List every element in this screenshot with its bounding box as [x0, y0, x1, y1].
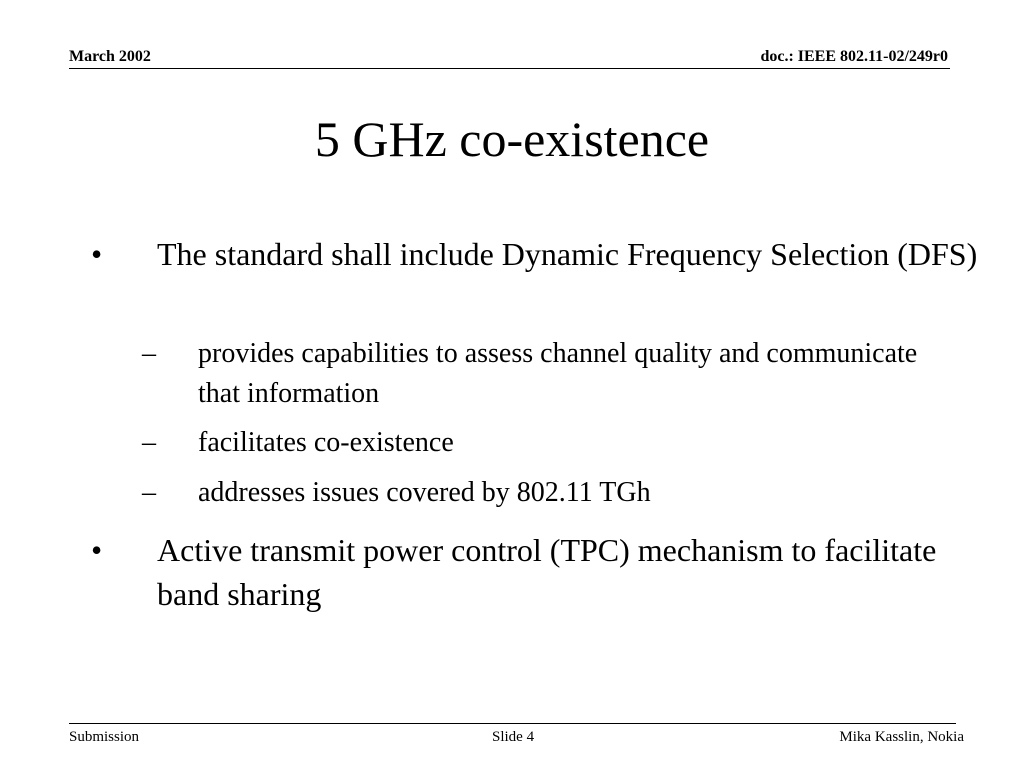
bullet-marker: •	[91, 236, 103, 272]
footer-author: Mika Kasslin, Nokia	[839, 729, 964, 745]
bullet-text: Active transmit power control (TPC) mechanism to facilitate band sharing	[157, 532, 937, 612]
sub-bullet-text: facilitates co-existence	[198, 427, 454, 458]
footer-slide-number: Slide 4	[492, 729, 535, 745]
sub-bullet-text: addresses issues covered by 802.11 TGh	[198, 477, 651, 508]
sub-bullet-marker: –	[142, 477, 156, 508]
sub-bullet-marker: –	[142, 338, 156, 369]
header-divider	[69, 68, 950, 69]
bullet-text: The standard shall include Dynamic Frequency Selection (DFS)	[157, 236, 978, 272]
header-doc-id: doc.: IEEE 802.11-02/249r0	[760, 48, 948, 65]
footer-divider	[69, 723, 956, 724]
sub-bullet-text: provides capabilities to assess channel quality and communicate that information	[198, 338, 918, 409]
bullet-marker: •	[91, 532, 103, 568]
header-date: March 2002	[69, 48, 151, 65]
footer-submission: Submission	[69, 729, 140, 745]
slide-title: 5 GHz co-existence	[314, 111, 710, 167]
sub-bullet-marker: –	[142, 427, 156, 458]
